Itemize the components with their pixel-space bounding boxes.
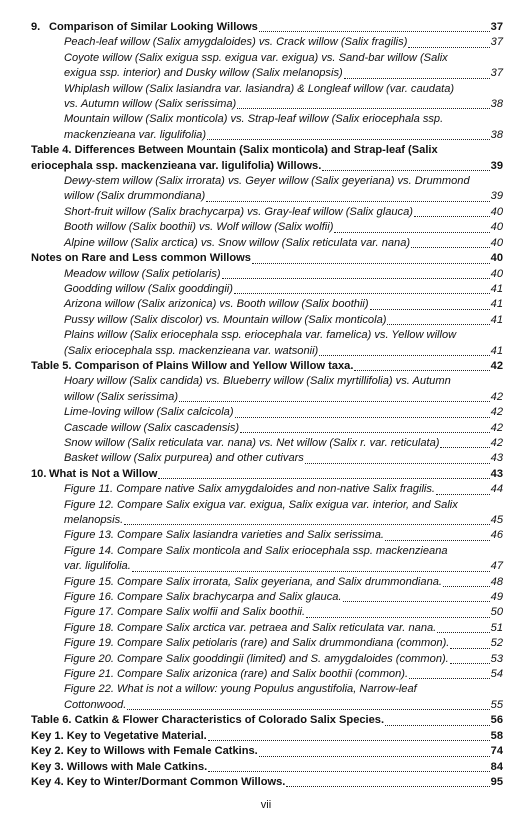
toc-entry-page: 41: [490, 344, 503, 357]
toc-entry-page: 41: [490, 282, 503, 295]
toc-entry-title: Dewy-stem willow (Salix irrorata) vs. Geyer willow (Salix geyeriana) vs. Drummond: [64, 175, 470, 188]
toc-entry-title: Alpine willow (Salix arctica) vs. Snow willow (Salix reticulata var. nana): [64, 236, 411, 249]
dot-leader: [319, 355, 489, 356]
toc-entry-page: 84: [490, 760, 503, 773]
toc-entry-page: 49: [490, 591, 503, 604]
dot-leader: [124, 524, 489, 525]
toc-entry-number: 9.: [31, 21, 41, 33]
toc-entry-title: Table 4. Differences Between Mountain (Salix monticola) and Strap-leaf (Salix: [31, 144, 438, 157]
toc-entry[interactable]: [31, 421, 503, 436]
toc-entry[interactable]: [31, 374, 503, 405]
toc-entry[interactable]: [31, 436, 503, 451]
dot-leader: [240, 432, 490, 433]
toc-entry-title: Table 6. Catkin & Flower Characteristics of Colorado Salix Species.: [31, 714, 385, 727]
toc-entry-title: Whiplash willow (Salix lasiandra var. lasiandra) & Longleaf willow (var. caudata): [64, 82, 455, 95]
toc-entry[interactable]: [31, 267, 503, 282]
toc-entry-title: Pussy willow (Salix discolor) vs. Mountain willow (Salix monticola): [64, 313, 387, 326]
dot-leader: [235, 417, 490, 418]
toc-entry-title: vs. Autumn willow (Salix serissima): [64, 98, 237, 111]
toc-entry-page: 39: [490, 159, 503, 172]
toc-entry[interactable]: [31, 467, 503, 482]
toc-entry-page: 41: [490, 298, 503, 311]
toc-entry-title: Basket willow (Salix purpurea) and other cutivars: [64, 452, 304, 465]
toc-entry-title: Booth willow (Salix boothii) vs. Wolf willow (Salix wolfii): [64, 221, 334, 234]
toc-entry-title: Figure 16. Compare Salix brachycarpa and Salix glauca.: [64, 591, 342, 604]
toc-entry-page: 39: [490, 190, 503, 203]
toc-entry[interactable]: [31, 482, 503, 497]
toc-entry-title: Goodding willow (Salix gooddingii): [64, 282, 233, 295]
toc-entry-title: Key 4. Key to Winter/Dormant Common Willows.: [31, 775, 286, 788]
dot-leader: [305, 463, 490, 464]
toc-entry-title: eriocephala ssp. mackenzieana var. ligulifolia) Willows.: [31, 159, 322, 172]
dot-leader: [387, 324, 489, 325]
toc-entry-page: 42: [490, 436, 503, 449]
toc-entry-page: 54: [490, 668, 503, 681]
toc-entry-title: Snow willow (Salix reticulata var. nana) vs. Net willow (Salix r. var. reticulata): [64, 436, 440, 449]
toc-entry[interactable]: [31, 328, 503, 359]
toc-entry-title: Arizona willow (Salix arizonica) vs. Booth willow (Salix boothii): [64, 298, 369, 311]
dot-leader: [437, 632, 489, 633]
toc-entry-title: Figure 13. Compare Salix lasiandra varieties and Salix serissima.: [64, 529, 385, 542]
toc-entry-title: Figure 11. Compare native Salix amygdaloides and non-native Salix fragilis.: [64, 483, 436, 496]
dot-leader: [286, 786, 489, 787]
dot-leader: [411, 247, 490, 248]
toc-entry-title: Figure 17. Compare Salix wolfii and Salix boothii.: [64, 606, 306, 619]
dot-leader: [414, 216, 490, 217]
dot-leader: [259, 756, 490, 757]
toc-entry-title: Short-fruit willow (Salix brachycarpa) vs. Gray-leaf willow (Salix glauca): [64, 205, 413, 218]
toc-entry[interactable]: [31, 205, 503, 220]
toc-entry-page: 40: [490, 252, 503, 265]
toc-entry-page: 58: [490, 729, 503, 742]
table-of-contents: [31, 20, 503, 790]
dot-leader: [237, 108, 489, 109]
toc-entry-page: 38: [490, 128, 503, 141]
toc-entry[interactable]: [31, 451, 503, 466]
toc-entry[interactable]: [31, 682, 503, 713]
dot-leader: [306, 617, 490, 618]
toc-entry[interactable]: [31, 498, 503, 529]
dot-leader: [132, 571, 490, 572]
dot-leader: [343, 601, 490, 602]
toc-entry-page: 37: [490, 21, 503, 33]
toc-entry-page: 50: [490, 606, 503, 619]
toc-entry[interactable]: [31, 20, 503, 35]
toc-entry-title: Table 5. Comparison of Plains Willow and Yellow Willow taxa.: [31, 359, 354, 372]
toc-entry[interactable]: [31, 405, 503, 420]
toc-entry-page: 48: [490, 575, 503, 588]
toc-entry-title: Lime-loving willow (Salix calcicola): [64, 406, 234, 419]
toc-entry-title: Figure 20. Compare Salix gooddingii (limited) and S. amygdaloides (common).: [64, 652, 449, 665]
toc-entry[interactable]: [31, 544, 503, 575]
toc-entry-title: Mountain willow (Salix monticola) vs. Strap-leaf willow (Salix eriocephala ssp.: [64, 113, 444, 126]
toc-entry[interactable]: [31, 251, 503, 266]
toc-entry-title: Comparison of Similar Looking Willows: [49, 21, 258, 33]
dot-leader: [409, 678, 490, 679]
dot-leader: [127, 709, 489, 710]
toc-entry-title: Figure 14. Compare Salix monticola and Salix eriocephala ssp. mackenzieana: [64, 544, 448, 557]
toc-entry[interactable]: [31, 729, 503, 744]
toc-entry-title: Coyote willow (Salix exigua ssp. exigua var. exigua) vs. Sand-bar willow (Salix: [64, 51, 448, 64]
toc-entry[interactable]: [31, 112, 503, 143]
toc-entry[interactable]: [31, 621, 503, 636]
toc-entry[interactable]: [31, 528, 503, 543]
toc-entry[interactable]: [31, 35, 503, 50]
dot-leader: [408, 47, 489, 48]
toc-entry-page: 44: [490, 483, 503, 496]
toc-entry-title: willow (Salix serissima): [64, 390, 179, 403]
toc-entry-title: Figure 21. Compare Salix arizonica (rare) and Salix boothii (common).: [64, 668, 409, 681]
toc-entry[interactable]: [31, 174, 503, 205]
dot-leader: [443, 586, 490, 587]
dot-leader: [385, 725, 490, 726]
toc-entry-title: Figure 12. Compare Salix exigua var. exigua, Salix exigua var. interior, and Salix: [64, 498, 458, 511]
dot-leader: [354, 370, 489, 371]
page-number: vii: [260, 799, 272, 811]
toc-entry-page: 40: [490, 236, 503, 249]
dot-leader: [222, 278, 490, 279]
toc-entry-page: 37: [490, 67, 503, 80]
toc-entry-title: Figure 15. Compare Salix irrorata, Salix geyeriana, and Salix drummondiana.: [64, 575, 442, 588]
dot-leader: [322, 170, 489, 171]
dot-leader: [234, 293, 490, 294]
toc-entry-page: 56: [490, 714, 503, 727]
toc-entry[interactable]: [31, 775, 503, 790]
toc-entry[interactable]: [31, 51, 503, 82]
toc-entry-title: Plains willow (Salix eriocephala ssp. eriocephala var. famelica) vs. Yellow willow: [64, 329, 457, 342]
toc-entry-page: 51: [490, 621, 503, 634]
toc-entry[interactable]: [31, 760, 503, 775]
toc-entry[interactable]: [31, 143, 503, 174]
toc-entry[interactable]: [31, 220, 503, 235]
dot-leader: [252, 263, 490, 264]
toc-entry-title: Cottonwood.: [64, 698, 127, 711]
dot-leader: [208, 740, 490, 741]
toc-entry-number: 10.: [31, 467, 47, 480]
dot-leader: [440, 447, 489, 448]
toc-entry[interactable]: [31, 282, 503, 297]
toc-entry-title: What is Not a Willow: [49, 467, 158, 480]
toc-entry-title: mackenzieana var. ligulifolia): [64, 128, 207, 141]
toc-entry[interactable]: [31, 652, 503, 667]
toc-entry-title: Peach-leaf willow (Salix amygdaloides) vs. Crack willow (Salix fragilis): [64, 36, 408, 49]
toc-entry-title: Key 2. Key to Willows with Female Catkins.: [31, 745, 258, 758]
toc-entry-page: 42: [490, 359, 503, 372]
toc-entry[interactable]: [31, 297, 503, 312]
toc-entry-title: Key 1. Key to Vegetative Material.: [31, 729, 207, 742]
toc-entry-title: willow (Salix drummondiana): [64, 190, 206, 203]
dot-leader: [450, 663, 490, 664]
toc-entry-title: var. ligulifolia.: [64, 560, 131, 573]
toc-entry-page: 45: [490, 514, 503, 526]
toc-entry[interactable]: [31, 667, 503, 682]
dot-leader: [344, 78, 490, 79]
toc-entry-page: 74: [490, 745, 503, 758]
toc-entry[interactable]: [31, 359, 503, 374]
toc-entry[interactable]: [31, 313, 503, 328]
dot-leader: [158, 478, 489, 479]
toc-entry-page: 43: [490, 467, 503, 480]
toc-entry-page: 40: [490, 267, 503, 280]
dot-leader: [179, 401, 490, 402]
toc-entry-title: Cascade willow (Salix cascadensis): [64, 421, 240, 434]
toc-entry-page: 38: [490, 98, 503, 111]
toc-entry-page: 42: [490, 390, 503, 403]
toc-entry-title: Meadow willow (Salix petiolaris): [64, 267, 221, 280]
dot-leader: [207, 139, 490, 140]
toc-entry[interactable]: [31, 82, 503, 113]
toc-entry-title: Key 3. Willows with Male Catkins.: [31, 760, 208, 773]
dot-leader: [206, 201, 489, 202]
toc-entry-page: 95: [490, 775, 503, 788]
dot-leader: [334, 232, 489, 233]
toc-entry-page: 52: [490, 637, 503, 650]
toc-entry-page: 37: [490, 36, 503, 49]
toc-entry-page: 42: [490, 406, 503, 419]
dot-leader: [259, 31, 490, 32]
toc-entry-title: Figure 19. Compare Salix petiolaris (rare) and Salix drummondiana (common).: [64, 637, 450, 650]
toc-entry[interactable]: [31, 236, 503, 251]
toc-entry[interactable]: [31, 744, 503, 759]
toc-entry-title: Figure 18. Compare Salix arctica var. petraea and Salix reticulata var. nana.: [64, 621, 437, 634]
toc-entry-page: 43: [490, 452, 503, 465]
toc-entry-title: melanopsis.: [64, 514, 124, 526]
toc-entry[interactable]: [31, 713, 503, 728]
dot-leader: [436, 494, 490, 495]
toc-entry[interactable]: [31, 636, 503, 651]
dot-leader: [370, 309, 490, 310]
toc-entry-page: 40: [490, 221, 503, 234]
toc-entry-page: 47: [490, 560, 503, 573]
toc-entry-page: 53: [490, 652, 503, 665]
toc-entry[interactable]: [31, 605, 503, 620]
toc-entry-page: 46: [490, 529, 503, 542]
toc-entry-page: 40: [490, 205, 503, 218]
toc-entry-page: 55: [490, 698, 503, 711]
toc-entry-title: exigua ssp. interior) and Dusky willow (Salix melanopsis): [64, 67, 343, 80]
toc-entry[interactable]: [31, 575, 503, 590]
toc-entry[interactable]: [31, 590, 503, 605]
dot-leader: [450, 648, 489, 649]
toc-entry-title: Hoary willow (Salix candida) vs. Blueberry willow (Salix myrtillifolia) vs. Autumn: [64, 375, 451, 388]
toc-entry-title: Notes on Rare and Less common Willows: [31, 252, 251, 265]
toc-entry-title: Figure 22. What is not a willow: young Populus angustifolia, Narrow-leaf: [64, 683, 417, 696]
toc-entry-page: 42: [490, 421, 503, 434]
toc-entry-title: (Salix eriocephala ssp. mackenzieana var. watsonii): [64, 344, 319, 357]
toc-entry-page: 41: [490, 313, 503, 326]
dot-leader: [385, 540, 490, 541]
dot-leader: [208, 771, 489, 772]
